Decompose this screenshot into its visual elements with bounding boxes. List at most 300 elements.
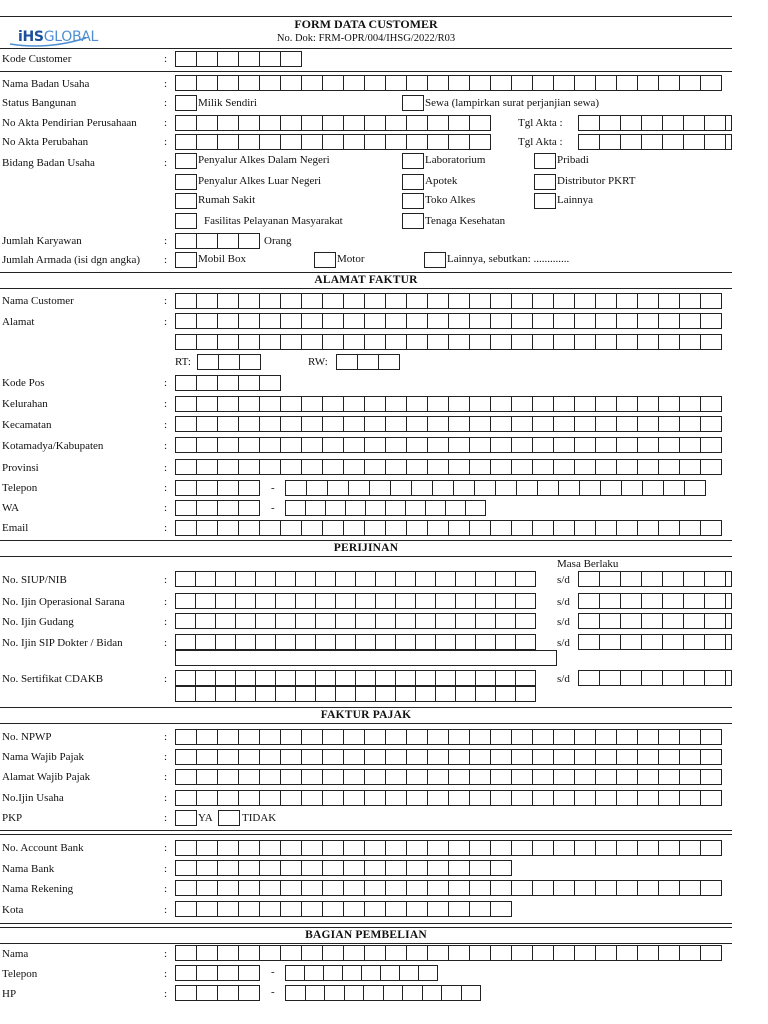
char-box[interactable] [280,840,302,856]
char-box[interactable] [364,860,386,876]
char-box[interactable] [406,459,428,475]
char-box[interactable] [495,686,516,702]
char-box[interactable] [620,134,642,150]
char-box[interactable] [700,945,722,961]
char-box[interactable] [511,396,533,412]
char-box[interactable] [238,965,260,981]
char-box[interactable] [621,480,643,496]
char-box[interactable] [422,985,443,1001]
motor-input[interactable] [314,252,336,268]
char-box[interactable] [385,500,406,516]
char-box[interactable] [427,790,449,806]
char-box[interactable] [322,75,344,91]
char-box[interactable] [490,729,512,745]
char-box[interactable] [574,520,596,536]
char-box[interactable] [490,749,512,765]
char-box[interactable] [259,375,281,391]
char-box[interactable] [679,840,701,856]
char-box[interactable] [335,571,356,587]
char-box[interactable] [595,313,617,329]
char-box[interactable] [620,613,642,629]
char-box[interactable] [364,729,386,745]
akta-pendirian-input[interactable] [175,115,491,131]
char-box[interactable] [700,769,722,785]
char-box[interactable] [343,437,365,453]
pkp-tidak-checkbox[interactable] [218,810,240,826]
char-box[interactable] [448,293,470,309]
char-box[interactable] [375,613,396,629]
char-box[interactable] [406,790,428,806]
char-box[interactable] [385,520,407,536]
char-box[interactable] [455,593,476,609]
char-box[interactable] [490,416,512,432]
char-box[interactable] [679,293,701,309]
char-box[interactable] [662,134,684,150]
char-box[interactable] [679,790,701,806]
char-box[interactable] [175,634,196,650]
char-box[interactable] [495,670,516,686]
char-box[interactable] [637,520,659,536]
char-box[interactable] [599,593,621,609]
char-box[interactable] [553,334,575,350]
char-box[interactable] [469,729,491,745]
char-box[interactable] [196,901,218,917]
char-box[interactable] [175,293,197,309]
char-box[interactable] [532,334,554,350]
char-box[interactable] [495,613,516,629]
char-box[interactable] [259,134,281,150]
char-box[interactable] [175,670,196,686]
hp-prefix-input[interactable] [175,985,260,1001]
char-box[interactable] [427,134,449,150]
char-box[interactable] [406,313,428,329]
char-box[interactable] [175,880,197,896]
char-box[interactable] [385,293,407,309]
wa-number-input[interactable] [285,500,486,516]
char-box[interactable] [175,840,197,856]
char-box[interactable] [595,769,617,785]
char-box[interactable] [469,945,491,961]
char-box[interactable] [532,313,554,329]
char-box[interactable] [427,520,449,536]
char-box[interactable] [175,945,197,961]
char-box[interactable] [595,729,617,745]
char-box[interactable] [196,134,218,150]
char-box[interactable] [574,769,596,785]
char-box[interactable] [574,945,596,961]
char-box[interactable] [259,437,281,453]
char-box[interactable] [415,670,436,686]
char-box[interactable] [662,571,684,587]
char-box[interactable] [448,729,470,745]
char-box[interactable] [285,965,305,981]
char-box[interactable] [620,593,642,609]
char-box[interactable] [725,571,732,587]
char-box[interactable] [637,396,659,412]
char-box[interactable] [427,334,449,350]
char-box[interactable] [364,416,386,432]
char-box[interactable] [175,901,197,917]
char-box[interactable] [679,880,701,896]
char-box[interactable] [255,571,276,587]
char-box[interactable] [280,945,302,961]
char-box[interactable] [574,840,596,856]
char-box[interactable] [455,670,476,686]
char-box[interactable] [322,945,344,961]
alamat-wajib-pajak-input[interactable] [175,769,722,785]
char-box[interactable] [238,500,260,516]
char-box[interactable] [365,500,386,516]
char-box[interactable] [395,686,416,702]
telepon-pembelian-number-input[interactable] [285,965,438,981]
char-box[interactable] [275,634,296,650]
char-box[interactable] [304,965,324,981]
char-box[interactable] [375,686,396,702]
char-box[interactable] [475,571,496,587]
char-box[interactable] [658,840,680,856]
char-box[interactable] [385,459,407,475]
char-box[interactable] [406,901,428,917]
char-box[interactable] [238,134,260,150]
char-box[interactable] [490,945,512,961]
char-box[interactable] [532,416,554,432]
char-box[interactable] [195,634,216,650]
char-box[interactable] [238,293,260,309]
char-box[interactable] [495,593,516,609]
char-box[interactable] [364,293,386,309]
char-box[interactable] [683,571,705,587]
char-box[interactable] [448,313,470,329]
char-box[interactable] [238,375,260,391]
char-box[interactable] [335,686,356,702]
char-box[interactable] [537,480,559,496]
char-box[interactable] [415,613,436,629]
char-box[interactable] [616,437,638,453]
char-box[interactable] [322,396,344,412]
char-box[interactable] [616,520,638,536]
char-box[interactable] [259,769,281,785]
char-box[interactable] [461,985,482,1001]
char-box[interactable] [595,840,617,856]
char-box[interactable] [364,901,386,917]
char-box[interactable] [406,729,428,745]
char-box[interactable] [427,860,449,876]
char-box[interactable] [175,729,197,745]
char-box[interactable] [515,613,536,629]
char-box[interactable] [217,945,239,961]
char-box[interactable] [322,459,344,475]
char-box[interactable] [469,749,491,765]
bidang-toko-alkes-checkbox[interactable] [402,193,424,209]
rw-input[interactable] [336,354,400,370]
char-box[interactable] [375,593,396,609]
char-box[interactable] [238,520,260,536]
char-box[interactable] [448,396,470,412]
char-box[interactable] [511,416,533,432]
char-box[interactable] [343,396,365,412]
char-box[interactable] [620,634,642,650]
char-box[interactable] [364,520,386,536]
char-box[interactable] [658,416,680,432]
char-box[interactable] [406,334,428,350]
char-box[interactable] [175,334,197,350]
char-box[interactable] [175,480,197,496]
char-box[interactable] [301,75,323,91]
char-box[interactable] [553,749,575,765]
char-box[interactable] [578,670,600,686]
char-box[interactable] [259,51,281,67]
char-box[interactable] [385,749,407,765]
ijin-operasional-input[interactable] [175,593,536,609]
char-box[interactable] [322,416,344,432]
char-box[interactable] [238,985,260,1001]
char-box[interactable] [599,115,621,131]
char-box[interactable] [658,396,680,412]
char-box[interactable] [385,860,407,876]
char-box[interactable] [725,634,732,650]
char-box[interactable] [301,945,323,961]
char-box[interactable] [641,593,663,609]
char-box[interactable] [490,901,512,917]
char-box[interactable] [700,75,722,91]
char-box[interactable] [217,769,239,785]
char-box[interactable] [616,416,638,432]
char-box[interactable] [490,520,512,536]
lainnya-armada-input[interactable] [424,252,446,268]
char-box[interactable] [448,75,470,91]
char-box[interactable] [490,293,512,309]
char-box[interactable] [532,293,554,309]
char-box[interactable] [427,313,449,329]
char-box[interactable] [196,945,218,961]
char-box[interactable] [385,729,407,745]
char-box[interactable] [406,880,428,896]
char-box[interactable] [415,593,436,609]
char-box[interactable] [616,293,638,309]
telepon-pembelian-prefix-input[interactable] [175,965,260,981]
char-box[interactable] [196,985,218,1001]
char-box[interactable] [378,354,400,370]
char-box[interactable] [301,115,323,131]
char-box[interactable] [448,945,470,961]
sewa-checkbox[interactable] [402,95,424,111]
char-box[interactable] [490,437,512,453]
char-box[interactable] [280,790,302,806]
char-box[interactable] [345,500,366,516]
char-box[interactable] [280,437,302,453]
char-box[interactable] [574,880,596,896]
char-box[interactable] [364,115,386,131]
char-box[interactable] [679,437,701,453]
char-box[interactable] [553,437,575,453]
char-box[interactable] [197,354,219,370]
char-box[interactable] [553,729,575,745]
bidang-laboratorium-checkbox[interactable] [402,153,424,169]
char-box[interactable] [658,790,680,806]
char-box[interactable] [315,571,336,587]
char-box[interactable] [364,880,386,896]
char-box[interactable] [217,459,239,475]
char-box[interactable] [217,749,239,765]
char-box[interactable] [238,459,260,475]
char-box[interactable] [700,396,722,412]
char-box[interactable] [448,769,470,785]
char-box[interactable] [217,901,239,917]
char-box[interactable] [196,375,218,391]
char-box[interactable] [217,965,239,981]
char-box[interactable] [255,670,276,686]
char-box[interactable] [490,880,512,896]
char-box[interactable] [427,749,449,765]
char-box[interactable] [280,115,302,131]
char-box[interactable] [637,880,659,896]
char-box[interactable] [683,115,705,131]
char-box[interactable] [385,313,407,329]
char-box[interactable] [511,749,533,765]
char-box[interactable] [275,571,296,587]
char-box[interactable] [406,437,428,453]
char-box[interactable] [616,396,638,412]
char-box[interactable] [679,769,701,785]
char-box[interactable] [574,790,596,806]
char-box[interactable] [490,313,512,329]
char-box[interactable] [385,901,407,917]
char-box[interactable] [600,480,622,496]
char-box[interactable] [280,901,302,917]
char-box[interactable] [511,334,533,350]
ijin-gudang-berlaku-input[interactable] [578,613,732,629]
char-box[interactable] [616,945,638,961]
char-box[interactable] [355,686,376,702]
char-box[interactable] [357,354,379,370]
char-box[interactable] [280,416,302,432]
char-box[interactable] [175,134,197,150]
ijin-sip-berlaku-input[interactable] [578,634,732,650]
char-box[interactable] [301,769,323,785]
char-box[interactable] [280,729,302,745]
nama-rekening-input[interactable] [175,880,722,896]
cdakb-berlaku-input[interactable] [578,670,732,686]
char-box[interactable] [469,334,491,350]
char-box[interactable] [574,437,596,453]
char-box[interactable] [511,769,533,785]
char-box[interactable] [217,375,239,391]
char-box[interactable] [364,134,386,150]
char-box[interactable] [616,790,638,806]
char-box[interactable] [448,437,470,453]
char-box[interactable] [217,115,239,131]
char-box[interactable] [375,634,396,650]
char-box[interactable] [511,313,533,329]
char-box[interactable] [343,749,365,765]
char-box[interactable] [280,880,302,896]
char-box[interactable] [196,233,218,249]
akta-perubahan-input[interactable] [175,134,491,150]
char-box[interactable] [217,293,239,309]
char-box[interactable] [322,293,344,309]
char-box[interactable] [475,634,496,650]
char-box[interactable] [343,520,365,536]
char-box[interactable] [495,480,517,496]
char-box[interactable] [217,860,239,876]
char-box[interactable] [448,901,470,917]
char-box[interactable] [637,840,659,856]
char-box[interactable] [343,75,365,91]
char-box[interactable] [448,416,470,432]
char-box[interactable] [175,686,196,702]
nama-wajib-pajak-input[interactable] [175,749,722,765]
char-box[interactable] [259,860,281,876]
char-box[interactable] [383,985,404,1001]
char-box[interactable] [599,134,621,150]
char-box[interactable] [175,965,197,981]
char-box[interactable] [280,75,302,91]
char-box[interactable] [361,965,381,981]
char-box[interactable] [637,790,659,806]
char-box[interactable] [364,313,386,329]
char-box[interactable] [595,459,617,475]
char-box[interactable] [355,613,376,629]
char-box[interactable] [435,670,456,686]
char-box[interactable] [662,115,684,131]
char-box[interactable] [448,520,470,536]
char-box[interactable] [725,670,732,686]
char-box[interactable] [285,985,306,1001]
char-box[interactable] [301,313,323,329]
char-box[interactable] [616,334,638,350]
char-box[interactable] [355,593,376,609]
char-box[interactable] [427,840,449,856]
char-box[interactable] [469,769,491,785]
char-box[interactable] [217,396,239,412]
char-box[interactable] [259,313,281,329]
char-box[interactable] [175,416,197,432]
char-box[interactable] [475,593,496,609]
char-box[interactable] [406,749,428,765]
char-box[interactable] [322,134,344,150]
char-box[interactable] [662,613,684,629]
char-box[interactable] [364,840,386,856]
char-box[interactable] [259,75,281,91]
char-box[interactable] [641,571,663,587]
char-box[interactable] [658,334,680,350]
char-box[interactable] [595,880,617,896]
char-box[interactable] [301,729,323,745]
tgl-akta-pendirian-input[interactable] [578,115,732,131]
char-box[interactable] [469,115,491,131]
char-box[interactable] [700,313,722,329]
kota-input[interactable] [175,901,512,917]
char-box[interactable] [725,593,732,609]
char-box[interactable] [515,571,536,587]
char-box[interactable] [511,880,533,896]
char-box[interactable] [455,634,476,650]
char-box[interactable] [322,901,344,917]
char-box[interactable] [637,334,659,350]
char-box[interactable] [364,769,386,785]
char-box[interactable] [196,396,218,412]
char-box[interactable] [175,860,197,876]
char-box[interactable] [343,729,365,745]
char-box[interactable] [641,134,663,150]
char-box[interactable] [532,880,554,896]
char-box[interactable] [511,945,533,961]
char-box[interactable] [453,480,475,496]
char-box[interactable] [490,769,512,785]
char-box[interactable] [637,729,659,745]
char-box[interactable] [595,416,617,432]
char-box[interactable] [315,613,336,629]
